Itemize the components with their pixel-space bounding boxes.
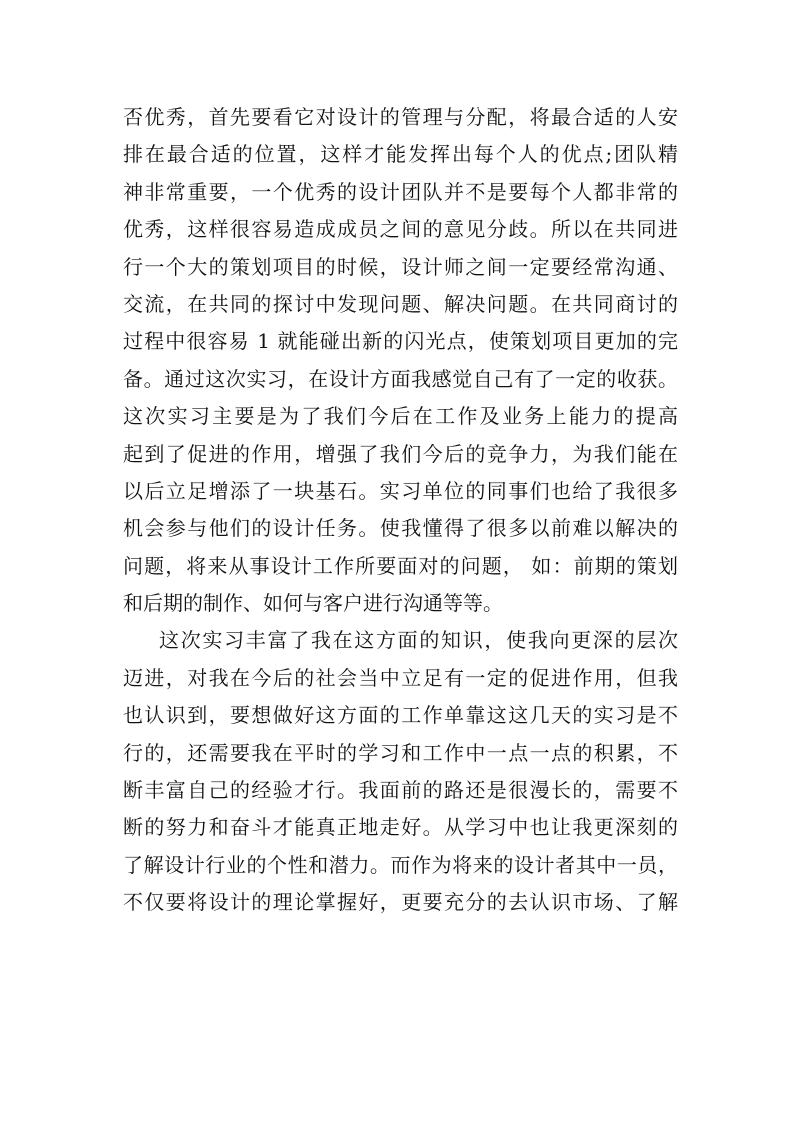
text-line: 不仅要将设计的理论掌握好，更要充分的去认识市场、了解 [123, 890, 678, 915]
text-line: 否优秀，首先要看它对设计的管理与分配，将最合适的人安 [123, 105, 678, 129]
text-line: 这次实习主要是为了我们今后在工作及业务上能力的提高 [123, 404, 678, 429]
text-line: 排在最合适的位置，这样才能发挥出每个人的优点;团队精 [123, 142, 678, 167]
text-line: 起到了促进的作用，增强了我们今后的竞争力，为我们能在 [123, 441, 678, 466]
text-line: 优秀，这样很容易造成成员之间的意见分歧。所以在共同进 [123, 217, 678, 242]
text-line: 断的努力和奋斗才能真正地走好。从学习中也让我更深刻的 [123, 815, 678, 840]
text-line: 行的，还需要我在平时的学习和工作中一点一点的积累，不 [123, 740, 678, 765]
text-line: 也认识到，要想做好这方面的工作单靠这这几天的实习是不 [123, 703, 678, 728]
text-line: 过程中很容易 1 就能碰出新的闪光点，使策划项目更加的完 [123, 329, 678, 354]
text-line: 行一个大的策划项目的时候，设计师之间一定要经常沟通、 [123, 254, 678, 279]
body-text [123, 99, 678, 922]
text-line: 迈进，对我在今后的社会当中立足有一定的促进作用，但我 [123, 665, 678, 690]
text-line: 交流，在共同的探讨中发现问题、解决问题。在共同商讨的 [123, 291, 678, 316]
text-line: 以后立足增添了一块基石。实习单位的同事们也给了我很多 [123, 478, 678, 503]
text-line: 神非常重要，一个优秀的设计团队并不是要每个人都非常的 [123, 179, 678, 204]
text-line: 问题，将来从事设计工作所要面对的问题， 如：前期的策划 [123, 553, 678, 578]
paragraph-start-line: 这次实习丰富了我在这方面的知识，使我向更深的层次 [159, 628, 678, 653]
paragraph-end-line: 和后期的制作、如何与客户进行沟通等等。 [123, 591, 503, 616]
text-line: 断丰富自己的经验才行。我面前的路还是很漫长的，需要不 [123, 778, 678, 803]
text-line: 了解设计行业的个性和潜力。而作为将来的设计者其中一员， [123, 852, 678, 877]
text-line: 备。通过这次实习，在设计方面我感觉自己有了一定的收获。 [123, 366, 678, 391]
text-line: 机会参与他们的设计任务。使我懂得了很多以前难以解决的 [123, 516, 678, 541]
